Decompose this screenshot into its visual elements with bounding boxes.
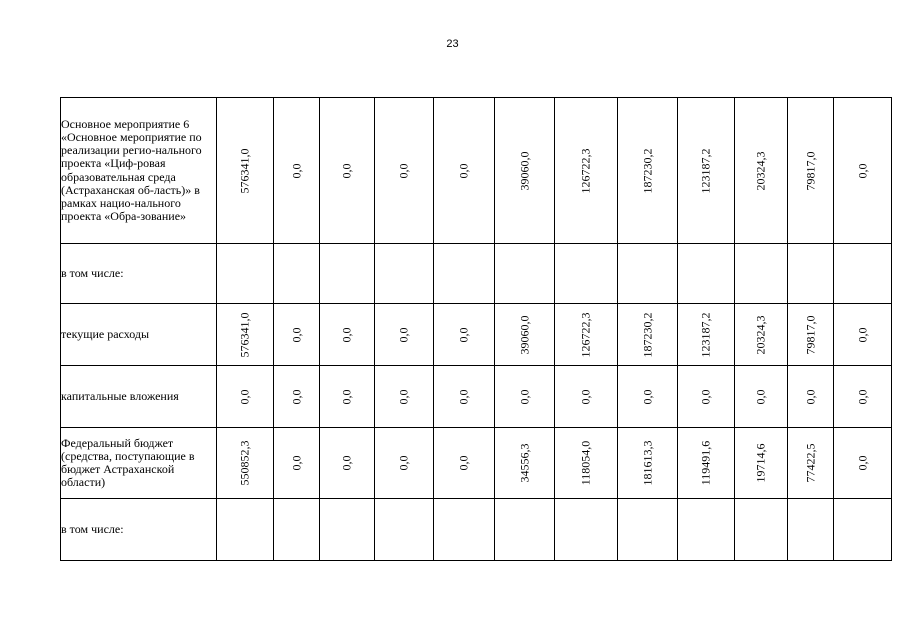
cell-value: 181613,3 <box>640 440 654 486</box>
cell-value: 77422,5 <box>803 443 817 483</box>
cell-value: 0,0 <box>396 327 411 342</box>
value-cell <box>788 98 834 244</box>
cell-value: 576341,0 <box>237 148 252 193</box>
cell-value: 118054,0 <box>578 440 593 486</box>
value-cell <box>555 98 618 244</box>
cell-value: 0,0 <box>339 163 354 178</box>
value-cell <box>320 98 375 244</box>
value-cell <box>678 98 735 244</box>
value-cell <box>555 244 618 304</box>
value-cell <box>555 366 618 428</box>
value-cell <box>735 98 788 244</box>
cell-value: 0,0 <box>456 389 471 404</box>
value-cell <box>320 244 375 304</box>
cell-value: 0,0 <box>855 163 869 178</box>
value-cell <box>735 304 788 366</box>
cell-value: 0,0 <box>289 389 303 404</box>
value-cell <box>495 244 555 304</box>
value-cell <box>434 366 495 428</box>
cell-value: 0,0 <box>396 163 411 178</box>
value-cell <box>217 98 274 244</box>
cell-value: 0,0 <box>396 389 411 404</box>
main-activity-row <box>61 98 892 244</box>
value-cell <box>375 98 434 244</box>
value-cell <box>834 244 892 304</box>
value-cell <box>375 304 434 366</box>
value-cell <box>834 98 892 244</box>
value-cell <box>788 244 834 304</box>
cell-value: 0,0 <box>640 389 654 404</box>
cell-value: 576341,0 <box>237 312 252 357</box>
cell-value: 0,0 <box>855 455 869 471</box>
cell-value: 0,0 <box>578 389 593 404</box>
cell-value: 126722,3 <box>578 148 593 193</box>
cell-value: 0,0 <box>753 389 768 404</box>
cell-value: 0,0 <box>289 455 303 471</box>
value-cell <box>375 244 434 304</box>
value-cell <box>320 304 375 366</box>
value-cell <box>618 98 678 244</box>
value-cell <box>555 304 618 366</box>
cell-value: 0,0 <box>855 327 869 342</box>
capital-investments-row <box>61 366 892 428</box>
cell-value: 0,0 <box>339 389 354 404</box>
row-label: текущие расходы <box>61 304 217 366</box>
value-cell <box>555 499 618 561</box>
cell-value: 123187,2 <box>698 312 713 357</box>
cell-value: 187230,2 <box>640 148 654 193</box>
value-cell <box>495 98 555 244</box>
value-cell <box>274 428 320 499</box>
cell-value: 39060,0 <box>517 315 531 354</box>
value-cell <box>678 428 735 499</box>
row-label: в том числе: <box>61 499 217 561</box>
value-cell <box>735 366 788 428</box>
cell-value: 0,0 <box>289 163 303 178</box>
value-cell <box>217 304 274 366</box>
value-cell <box>788 499 834 561</box>
value-cell <box>375 366 434 428</box>
cell-value: 0,0 <box>456 327 471 342</box>
row-label: Федеральный бюджет (средства, поступающие в бюджет Астраханской области) <box>61 428 217 499</box>
value-cell <box>678 244 735 304</box>
table-body <box>61 98 892 561</box>
value-cell <box>788 428 834 499</box>
value-cell <box>735 244 788 304</box>
value-cell <box>274 304 320 366</box>
including-row-1 <box>61 244 892 304</box>
value-cell <box>217 366 274 428</box>
current-expenses-row <box>61 304 892 366</box>
value-cell <box>375 428 434 499</box>
value-cell <box>495 304 555 366</box>
value-cell <box>434 304 495 366</box>
value-cell <box>834 499 892 561</box>
value-cell <box>788 304 834 366</box>
cell-value: 0,0 <box>339 327 354 342</box>
cell-value: 0,0 <box>803 389 817 404</box>
value-cell <box>434 98 495 244</box>
value-cell <box>320 428 375 499</box>
cell-value: 20324,3 <box>753 151 768 190</box>
cell-value: 123187,2 <box>698 148 713 193</box>
cell-value: 550852,3 <box>237 440 252 486</box>
value-cell <box>618 304 678 366</box>
value-cell <box>834 428 892 499</box>
value-cell <box>834 304 892 366</box>
cell-value: 0,0 <box>855 389 869 404</box>
cell-value: 0,0 <box>339 455 354 471</box>
cell-value: 0,0 <box>698 389 713 404</box>
value-cell <box>274 366 320 428</box>
value-cell <box>678 366 735 428</box>
value-cell <box>618 244 678 304</box>
value-cell <box>495 366 555 428</box>
value-cell <box>217 244 274 304</box>
value-cell <box>735 428 788 499</box>
budget-table <box>60 97 892 561</box>
value-cell <box>274 499 320 561</box>
cell-value: 0,0 <box>237 389 252 404</box>
value-cell <box>618 499 678 561</box>
value-cell <box>788 366 834 428</box>
cell-value: 0,0 <box>456 455 471 471</box>
cell-value: 39060,0 <box>517 151 531 190</box>
value-cell <box>618 428 678 499</box>
cell-value: 119491,6 <box>698 440 713 486</box>
value-cell <box>274 244 320 304</box>
cell-value: 19714,6 <box>753 443 768 483</box>
value-cell <box>217 499 274 561</box>
cell-value: 0,0 <box>289 327 303 342</box>
value-cell <box>375 499 434 561</box>
federal-budget-row <box>61 428 892 499</box>
value-cell <box>320 366 375 428</box>
value-cell <box>434 244 495 304</box>
cell-value: 20324,3 <box>753 315 768 354</box>
value-cell <box>555 428 618 499</box>
value-cell <box>217 428 274 499</box>
cell-value: 79817,0 <box>803 315 817 354</box>
value-cell <box>274 98 320 244</box>
row-label: в том числе: <box>61 244 217 304</box>
value-cell <box>735 499 788 561</box>
cell-value: 34556,3 <box>517 443 531 483</box>
cell-value: 126722,3 <box>578 312 593 357</box>
cell-value: 0,0 <box>456 163 471 178</box>
cell-value: 0,0 <box>396 455 411 471</box>
value-cell <box>618 366 678 428</box>
row-label: Основное мероприятие 6 «Основное мероприятие по реализации регио-нального проекта «Циф-ровая образовательная среда (Астраханская об-ласть)» в рамках нацио-нального проекта «Обра-зование» <box>61 98 217 244</box>
value-cell <box>834 366 892 428</box>
including-row-2 <box>61 499 892 561</box>
cell-value: 0,0 <box>517 389 531 404</box>
cell-value: 79817,0 <box>803 151 817 190</box>
value-cell <box>434 428 495 499</box>
value-cell <box>678 304 735 366</box>
value-cell <box>434 499 495 561</box>
row-label: капитальные вложения <box>61 366 217 428</box>
cell-value: 187230,2 <box>640 312 654 357</box>
value-cell <box>495 499 555 561</box>
value-cell <box>495 428 555 499</box>
value-cell <box>678 499 735 561</box>
page-number: 23 <box>446 38 459 50</box>
value-cell <box>320 499 375 561</box>
